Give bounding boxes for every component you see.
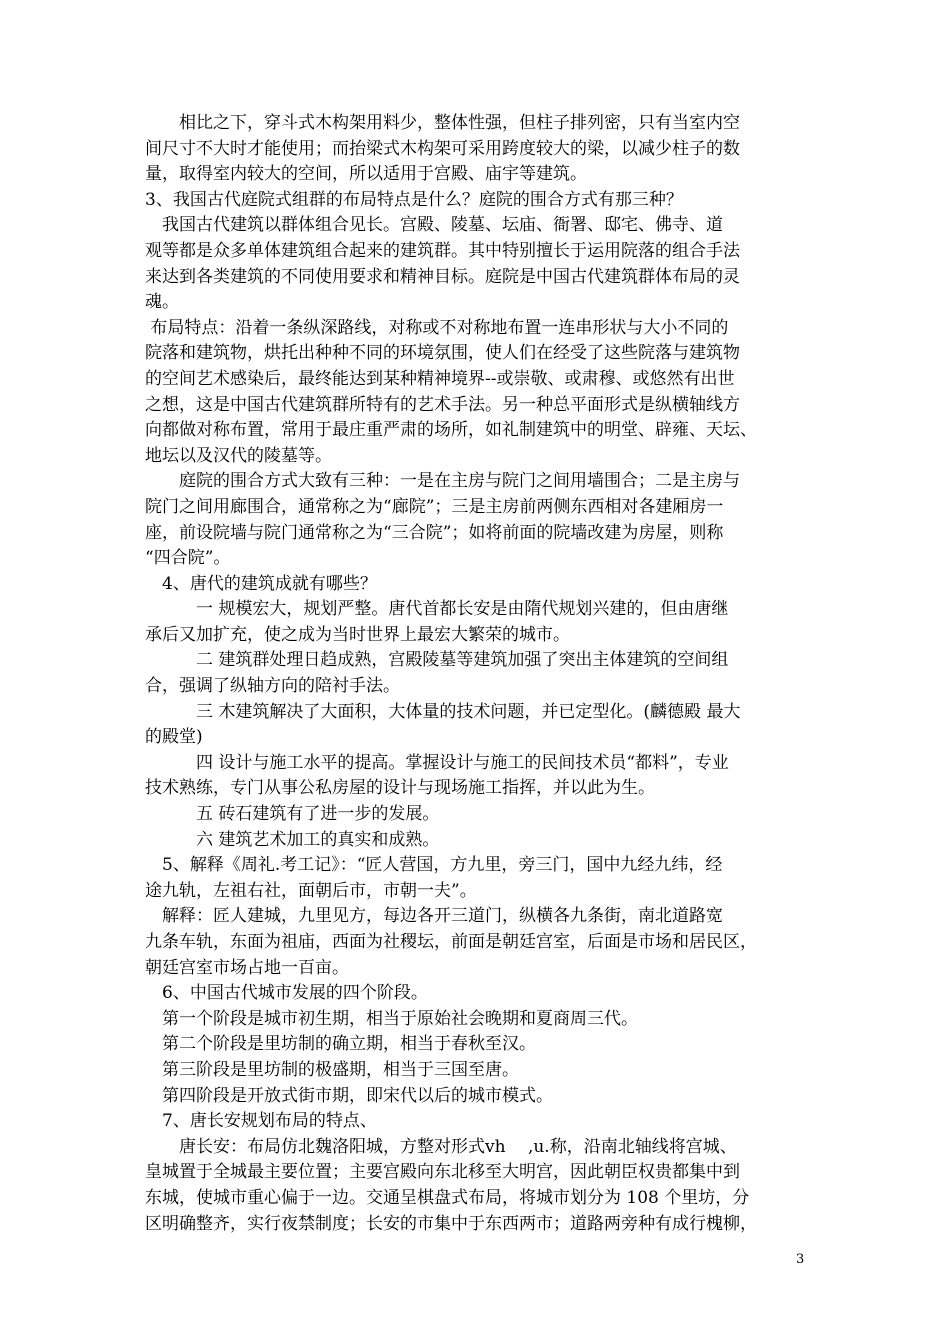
text-line: 布局特点：沿着一条纵深路线，对称或不对称地布置一连串形状与大小不同的: [145, 317, 729, 338]
text-line: 区明确整齐，实行夜禁制度；长安的市集中于东西两市；道路两旁种有成行槐柳，: [145, 1213, 757, 1234]
text-line: 第一个阶段是城市初生期，相当于原始社会晚期和夏商周三代。: [145, 1008, 638, 1029]
text-line: 6、中国古代城市发展的四个阶段。: [145, 983, 428, 1004]
text-line: 四 设计与施工水平的提高。掌握设计与施工的民间技术员“都料”，专业: [145, 752, 729, 773]
text-line: 合，强调了纵轴方向的陪衬手法。: [145, 676, 400, 697]
text-line: 来达到各类建筑的不同使用要求和精神目标。庭院是中国古代建筑群体布局的灵: [145, 266, 740, 287]
text-line: 第二个阶段是里坊制的确立期，相当于春秋至汉。: [145, 1034, 536, 1055]
text-line: 院落和建筑物，烘托出种种不同的环境氛围，使人们在经受了这些院落与建筑物: [145, 343, 740, 364]
text-line: 承后又加扩充，使之成为当时世界上最宏大繁荣的城市。: [145, 624, 570, 645]
text-line: 相比之下，穿斗式木构架用料少，整体性强，但柱子排列密，只有当室内空: [145, 113, 740, 133]
text-line: 第三阶段是里坊制的极盛期，相当于三国至唐。: [145, 1059, 519, 1080]
text-line: 唐长安：布局仿北魏洛阳城，方整对形式vh ,u.称，沿南北轴线将宫城、: [145, 1136, 737, 1157]
text-line: 第四阶段是开放式街市期，即宋代以后的城市模式。: [145, 1085, 553, 1106]
text-line: 座，前设院墙与院门通常称之为“三合院”；如将前面的院墙改建为房屋，则称: [145, 522, 724, 543]
page-number: 3: [796, 1252, 805, 1267]
text-line: 3、我国古代庭院式组群的布局特点是什么？庭院的围合方式有那三种？: [145, 189, 683, 210]
text-line: 二 建筑群处理日趋成熟，宫殿陵墓等建筑加强了突出主体建筑的空间组: [145, 650, 729, 671]
text-line: 五 砖石建筑有了进一步的发展。: [145, 804, 440, 825]
text-line: 东城，使城市重心偏于一边。交通呈棋盘式布局，将城市划分为 108 个里坊，分: [145, 1187, 750, 1208]
text-line: 向都做对称布置，常用于最庄重严肃的场所，如礼制建筑中的明堂、辟雍、天坛、: [145, 420, 757, 441]
text-line: 皇城置于全城最主要位置；主要宫殿向东北移至大明宫，因此朝臣权贵都集中到: [145, 1162, 740, 1183]
text-line: 途九轨，左祖右社，面朝后市，市朝一夫”。: [145, 880, 477, 901]
text-line: 九条车轨，东面为祖庙，西面为社稷坛，前面是朝廷宫室，后面是市场和居民区，: [145, 932, 757, 952]
text-line: 的殿堂): [145, 727, 203, 748]
text-line: 一 规模宏大，规划严整。唐代首都长安是由隋代规划兴建的，但由唐继: [145, 599, 729, 620]
text-line: 4、唐代的建筑成就有哪些？: [145, 573, 377, 594]
text-line: 魂。: [145, 292, 179, 313]
text-line: 7、唐长安规划布局的特点、: [145, 1111, 377, 1132]
text-line: 5、解释《周礼.考工记》：“匠人营国，方九里，旁三门，国中九经九纬，经: [145, 855, 723, 876]
text-line: 三 木建筑解决了大面积，大体量的技术问题，并已定型化。(麟德殿 最大: [145, 701, 741, 722]
text-line: 解释：匠人建城，九里见方，每边各开三道门，纵横各九条街，南北道路宽: [145, 906, 723, 927]
text-line: 院门之间用廊围合，通常称之为“廊院”；三是主房前两侧东西相对各建厢房一: [145, 496, 724, 517]
text-line: “四合院”。: [145, 548, 231, 569]
document-body: [145, 111, 810, 1237]
text-line: 我国古代建筑以群体组合见长。宫殿、陵墓、坛庙、衙署、邸宅、佛寺、道: [145, 215, 723, 236]
text-line: 之想，这是中国古代建筑群所特有的艺术手法。另一种总平面形式是纵横轴线方: [145, 394, 740, 415]
text-line: 技术熟练，专门从事公私房屋的设计与现场施工指挥，并以此为生。: [145, 778, 655, 799]
text-line: 地坛以及汉代的陵墓等。: [145, 445, 332, 466]
text-line: 六 建筑艺术加工的真实和成熟。: [145, 829, 440, 850]
text-line: 量，取得室内较大的空间，所以适用于宫殿、庙宇等建筑。: [145, 164, 587, 185]
text-line: 间尺寸不大时才能使用；而抬梁式木构架可采用跨度较大的梁，以减少柱子的数: [145, 138, 740, 159]
text-line: 朝廷宫室市场占地一百亩。: [145, 957, 349, 978]
text-line: 的空间艺术感染后，最终能达到某种精神境界--或崇敬、或肃穆、或悠然有出世: [145, 368, 735, 389]
text-line: 观等都是众多单体建筑组合起来的建筑群。其中特别擅长于运用院落的组合手法: [145, 240, 740, 261]
text-line: 庭院的围合方式大致有三种：一是在主房与院门之间用墙围合；二是主房与: [145, 471, 740, 492]
